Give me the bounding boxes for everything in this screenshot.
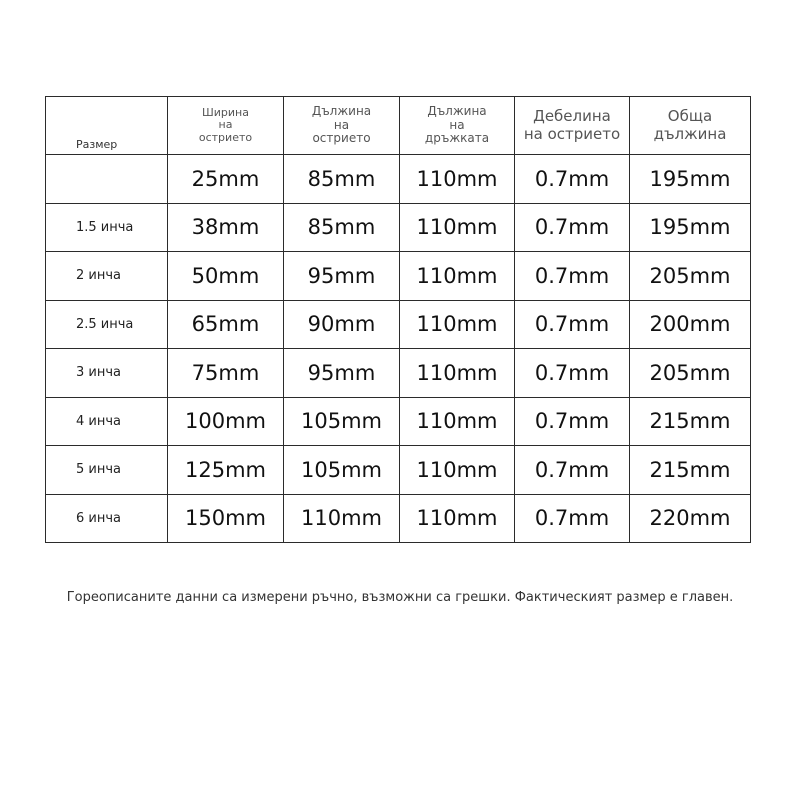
cell-total-length: 220mm [630, 494, 751, 543]
cell-total-length: 215mm [630, 446, 751, 495]
cell-blade-width: 50mm [168, 252, 284, 301]
cell-blade-width: 100mm [168, 397, 284, 446]
header-handle-length [400, 97, 515, 155]
table-row [46, 446, 751, 495]
header-line: Дължина [311, 103, 372, 118]
cell-blade-thickness: 0.7mm [515, 155, 630, 204]
row-size-label: 1.5 инча [46, 203, 168, 252]
header-line: Обща [667, 107, 713, 126]
cell-blade-length: 85mm [284, 203, 400, 252]
cell-total-length: 215mm [630, 397, 751, 446]
table-row [46, 397, 751, 446]
header-line: Ширина [202, 105, 249, 119]
cell-blade-length: 90mm [284, 300, 400, 349]
table-row [46, 252, 751, 301]
cell-blade-thickness: 0.7mm [515, 446, 630, 495]
table-row [46, 300, 751, 349]
cell-total-length: 195mm [630, 155, 751, 204]
table-row [46, 494, 751, 543]
cell-blade-width: 65mm [168, 300, 284, 349]
cell-blade-thickness: 0.7mm [515, 252, 630, 301]
cell-total-length: 205mm [630, 349, 751, 398]
header-line: на острието [523, 124, 621, 143]
header-line: острието [312, 131, 371, 146]
cell-handle-length: 110mm [400, 252, 515, 301]
table-row [46, 203, 751, 252]
cell-blade-width: 75mm [168, 349, 284, 398]
header-blade-length [284, 97, 400, 155]
row-size-label: 2.5 инча [46, 300, 168, 349]
cell-total-length: 195mm [630, 203, 751, 252]
header-line: дължина [653, 124, 727, 143]
header-line: на [333, 117, 350, 132]
cell-handle-length: 110mm [400, 494, 515, 543]
table-row [46, 155, 751, 204]
header-size: Размер [46, 97, 168, 155]
header-line: Дебелина [533, 107, 611, 126]
table-row [46, 349, 751, 398]
header-line: Дължина [427, 103, 487, 118]
cell-handle-length: 110mm [400, 203, 515, 252]
row-size-label: 5 инча [46, 446, 168, 495]
cell-blade-width: 125mm [168, 446, 284, 495]
header-line: острието [198, 130, 253, 144]
table-header-row [46, 97, 751, 155]
cell-total-length: 200mm [630, 300, 751, 349]
cell-blade-length: 105mm [284, 397, 400, 446]
cell-blade-width: 150mm [168, 494, 284, 543]
cell-blade-width: 25mm [168, 155, 284, 204]
row-size-label: 6 инча [46, 494, 168, 543]
cell-blade-thickness: 0.7mm [515, 203, 630, 252]
cell-blade-length: 85mm [284, 155, 400, 204]
header-line: дръжката [424, 131, 490, 146]
header-line: на [449, 117, 465, 132]
cell-handle-length: 110mm [400, 349, 515, 398]
cell-handle-length: 110mm [400, 300, 515, 349]
header-blade-width [168, 97, 284, 155]
cell-blade-thickness: 0.7mm [515, 349, 630, 398]
footnote: Гореописаните данни са измерени ръчно, възможни са грешки. Фактическият размер е главен. [66, 590, 734, 605]
cell-blade-thickness: 0.7mm [515, 494, 630, 543]
row-size-label: 3 инча [46, 349, 168, 398]
cell-blade-length: 105mm [284, 446, 400, 495]
cell-handle-length: 110mm [400, 446, 515, 495]
row-size-label: 4 инча [46, 397, 168, 446]
row-size-label: 2 инча [46, 252, 168, 301]
cell-blade-length: 95mm [284, 252, 400, 301]
cell-blade-length: 110mm [284, 494, 400, 543]
header-total-length [630, 97, 751, 155]
row-size-label [46, 155, 168, 204]
cell-handle-length: 110mm [400, 155, 515, 204]
cell-handle-length: 110mm [400, 397, 515, 446]
cell-blade-thickness: 0.7mm [515, 300, 630, 349]
cell-total-length: 205mm [630, 252, 751, 301]
cell-blade-width: 38mm [168, 203, 284, 252]
cell-blade-length: 95mm [284, 349, 400, 398]
cell-blade-thickness: 0.7mm [515, 397, 630, 446]
header-line: на [218, 118, 233, 132]
header-blade-thickness [515, 97, 630, 155]
size-table [45, 96, 751, 543]
